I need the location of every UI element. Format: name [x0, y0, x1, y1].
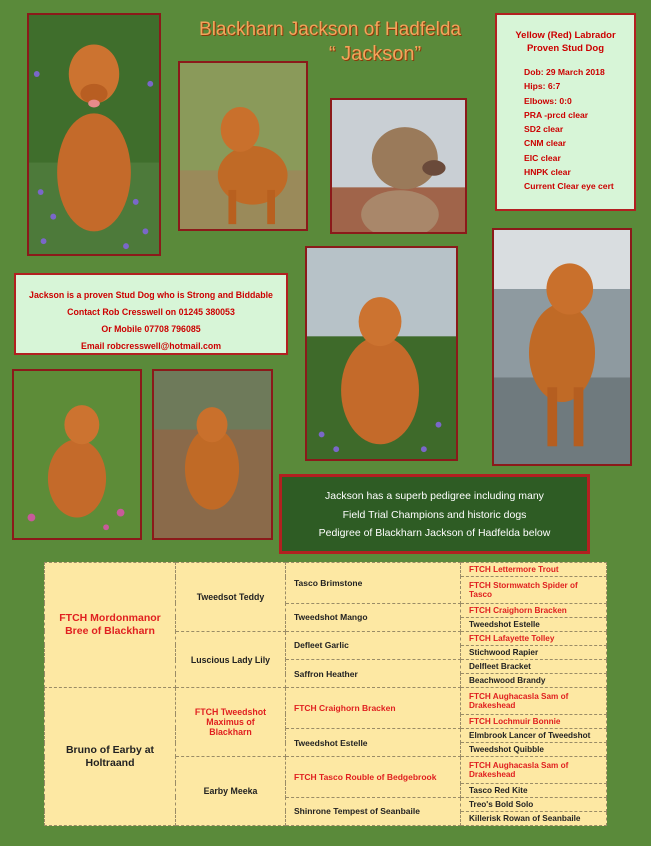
info-item: Elbows: 0:0 [524, 95, 572, 106]
ancestor-g3: Shinrone Tempest of Seanbaile [286, 797, 461, 825]
sire: FTCH Mordonmanor Bree of Blackharn [45, 563, 176, 688]
ancestor-g4: FTCH Aughacasla Sam of Drakeshead [461, 757, 607, 784]
dog-photo-field-sitting [12, 369, 142, 540]
info-heading-breed: Yellow (Red) Labrador [515, 30, 616, 41]
ancestor-g4: Tweedshot Quibble [461, 743, 607, 757]
ancestor-g3: FTCH Craighorn Bracken [286, 688, 461, 729]
pedigree-intro-line: Field Trial Champions and historic dogs [342, 508, 527, 521]
dog-photo-stream [178, 61, 308, 231]
ancestor-g4: Stichwood Rapier [461, 645, 607, 659]
dam-sire: FTCH Tweedshot Maximus of Blackharn [176, 688, 286, 757]
pedigree-table [44, 562, 607, 826]
ancestor-g4: Beachwood Brandy [461, 674, 607, 688]
dog-photo-woodland-sitting [305, 246, 458, 461]
info-item: Dob: 29 March 2018 [524, 67, 605, 77]
ancestor-g4: FTCH Lettermore Trout [461, 563, 607, 577]
ancestor-g4: FTCH Aughacasla Sam of Drakeshead [461, 688, 607, 715]
ancestor-g3: Defleet Garlic [286, 631, 461, 659]
ancestor-g4: FTCH Lochmuir Bonnie [461, 714, 607, 728]
pedigree-intro-box [279, 474, 590, 554]
dog-photo-bluebells-sitting [27, 13, 161, 256]
dog-photo-headshot [330, 98, 467, 234]
title-line-2: “ Jackson” [328, 43, 422, 65]
sire-sire: Tweedsot Teddy [176, 563, 286, 632]
dog-info-box [495, 13, 636, 211]
dam: Bruno of Earby at Holtraand [45, 688, 176, 826]
pedigree-intro-line: Pedigree of Blackharn Jackson of Hadfelda below [318, 527, 551, 539]
info-item: HNPK clear [524, 167, 571, 178]
ancestor-g4: Killerisk Rowan of Seanbaile [461, 811, 607, 825]
ancestor-g4: Tasco Red Kite [461, 783, 607, 797]
ancestor-g4: FTCH Lafayette Tolley [461, 631, 607, 645]
ancestor-g3: Tasco Brimstone [286, 563, 461, 604]
ancestor-g4: Treo's Bold Solo [461, 797, 607, 811]
ancestor-g4: FTCH Stormwatch Spider of Tasco [461, 577, 607, 604]
contact-line: Contact Rob Cresswell on 01245 380053 [67, 307, 235, 317]
table-row [45, 563, 607, 577]
ancestor-g4: Delfleet Bracket [461, 660, 607, 674]
contact-line: Jackson is a proven Stud Dog who is Strong and Biddable [29, 290, 273, 300]
ancestor-g3: Tweedshot Mango [286, 603, 461, 631]
sire-dam: Luscious Lady Lily [176, 631, 286, 687]
table-row [45, 688, 607, 715]
pedigree-intro-line: Jackson has a superb pedigree including many [325, 490, 544, 502]
info-item: EIC clear [524, 152, 561, 163]
info-heading-status: Proven Stud Dog [526, 43, 605, 54]
dog-photo-leaves-sitting [152, 369, 273, 540]
info-item: Current Clear eye cert [524, 181, 614, 192]
info-item: Hips: 6:7 [524, 81, 561, 92]
ancestor-g3: Tweedshot Estelle [286, 728, 461, 756]
ancestor-g3: Saffron Heather [286, 660, 461, 688]
dam-dam: Earby Meeka [176, 757, 286, 826]
ancestor-g4: Tweedshot Estelle [461, 617, 607, 631]
info-item: CNM clear [524, 138, 567, 149]
ancestor-g4: FTCH Craighorn Bracken [461, 603, 607, 617]
dog-photo-beach-standing [492, 228, 632, 466]
ancestor-g4: Elmbrook Lancer of Tweedshot [461, 728, 607, 742]
info-item: SD2 clear [524, 124, 564, 135]
title-line-1: Blackharn Jackson of Hadfelda [199, 19, 461, 40]
contact-email: Email robcresswell@hotmail.com [80, 341, 222, 351]
contact-box [14, 273, 288, 355]
page-title [185, 18, 475, 66]
ancestor-g3: FTCH Tasco Rouble of Bedgebrook [286, 757, 461, 798]
info-item: PRA -prcd clear [524, 109, 589, 120]
contact-line: Or Mobile 07708 796085 [101, 324, 201, 334]
